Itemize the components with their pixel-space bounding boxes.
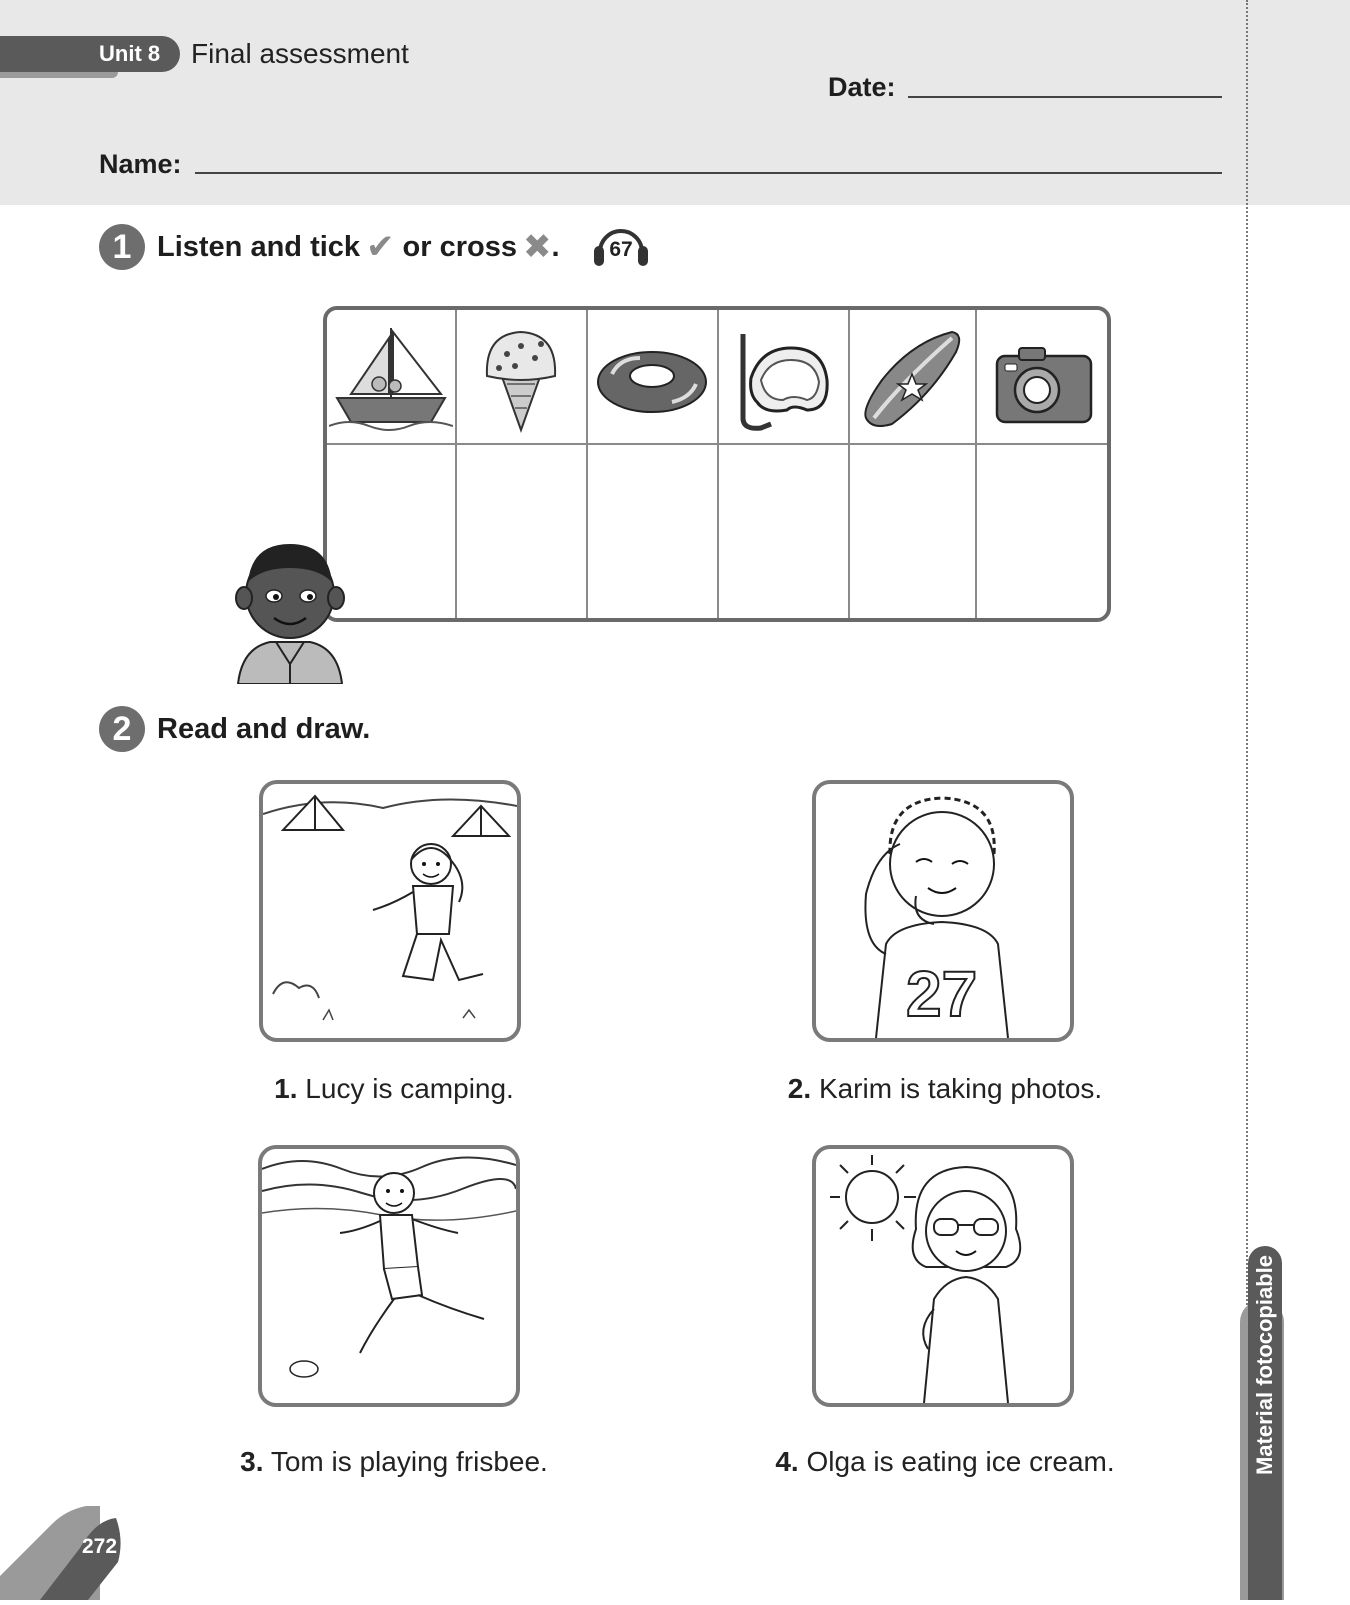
page-title: Final assessment — [191, 38, 409, 69]
caption-2-num: 2. — [787, 1073, 812, 1104]
picture-lucy-camping — [259, 780, 521, 1042]
rubber-ring-icon — [590, 318, 714, 436]
answer-cell-2[interactable] — [457, 447, 586, 615]
date-field[interactable] — [908, 96, 1222, 98]
ice-cream-icon — [459, 318, 583, 436]
caption-4 — [735, 1445, 1155, 1479]
audio-track-number: 67 — [609, 238, 633, 261]
headphones-icon[interactable] — [590, 222, 652, 272]
exercise-1-instruction — [157, 228, 560, 265]
picture-olga-eating-ice-cream — [812, 1145, 1074, 1407]
instruction-listen: Listen and tick — [157, 231, 361, 264]
surfboard-icon — [852, 318, 973, 436]
header-band — [0, 0, 1246, 205]
caption-3-num: 3. — [240, 1446, 264, 1477]
caption-2-text: Karim is taking photos. — [818, 1073, 1103, 1104]
caption-1-text: Lucy is camping. — [305, 1073, 514, 1104]
tick-cross-table — [323, 306, 1111, 622]
name-label: Name: — [99, 149, 182, 179]
instruction-end: . — [551, 231, 560, 264]
answer-cell-4[interactable] — [719, 447, 848, 615]
name-field[interactable] — [195, 172, 1222, 174]
sailboat-icon — [329, 318, 453, 436]
caption-3-text: Tom is playing frisbee. — [270, 1446, 548, 1477]
page-corner-tab — [0, 1500, 140, 1600]
margin-band — [1246, 0, 1350, 205]
page-number: 272 — [82, 1535, 118, 1558]
answer-cell-6[interactable] — [977, 447, 1107, 615]
snorkel-mask-icon — [721, 318, 845, 436]
caption-4-text: Olga is eating ice cream. — [806, 1446, 1115, 1477]
cross-icon: ✖ — [523, 228, 552, 267]
instruction-or: or cross — [402, 231, 517, 264]
caption-1 — [184, 1072, 604, 1106]
caption-3 — [184, 1445, 604, 1479]
caption-2 — [735, 1072, 1155, 1106]
boy-mascot-illustration — [230, 536, 350, 684]
exercise-1-number: 1 — [99, 224, 145, 270]
caption-1-num: 1. — [274, 1073, 298, 1104]
unit-label: Unit 8 — [99, 41, 161, 66]
answer-cell-5[interactable] — [850, 447, 975, 615]
picture-tom-playing-frisbee — [258, 1145, 520, 1407]
picture-karim-taking-photos — [812, 780, 1074, 1042]
photocopiable-label: Material fotocopiable — [1252, 1254, 1277, 1476]
caption-4-num: 4. — [775, 1446, 799, 1477]
tick-icon: ✔ — [366, 228, 395, 267]
date-label: Date: — [828, 72, 896, 102]
answer-cell-3[interactable] — [588, 447, 717, 615]
svg-text:27: 27 — [906, 958, 978, 1030]
camera-icon — [979, 318, 1107, 436]
exercise-2-instruction: Read and draw. — [157, 713, 371, 745]
exercise-2-number: 2 — [99, 706, 145, 752]
